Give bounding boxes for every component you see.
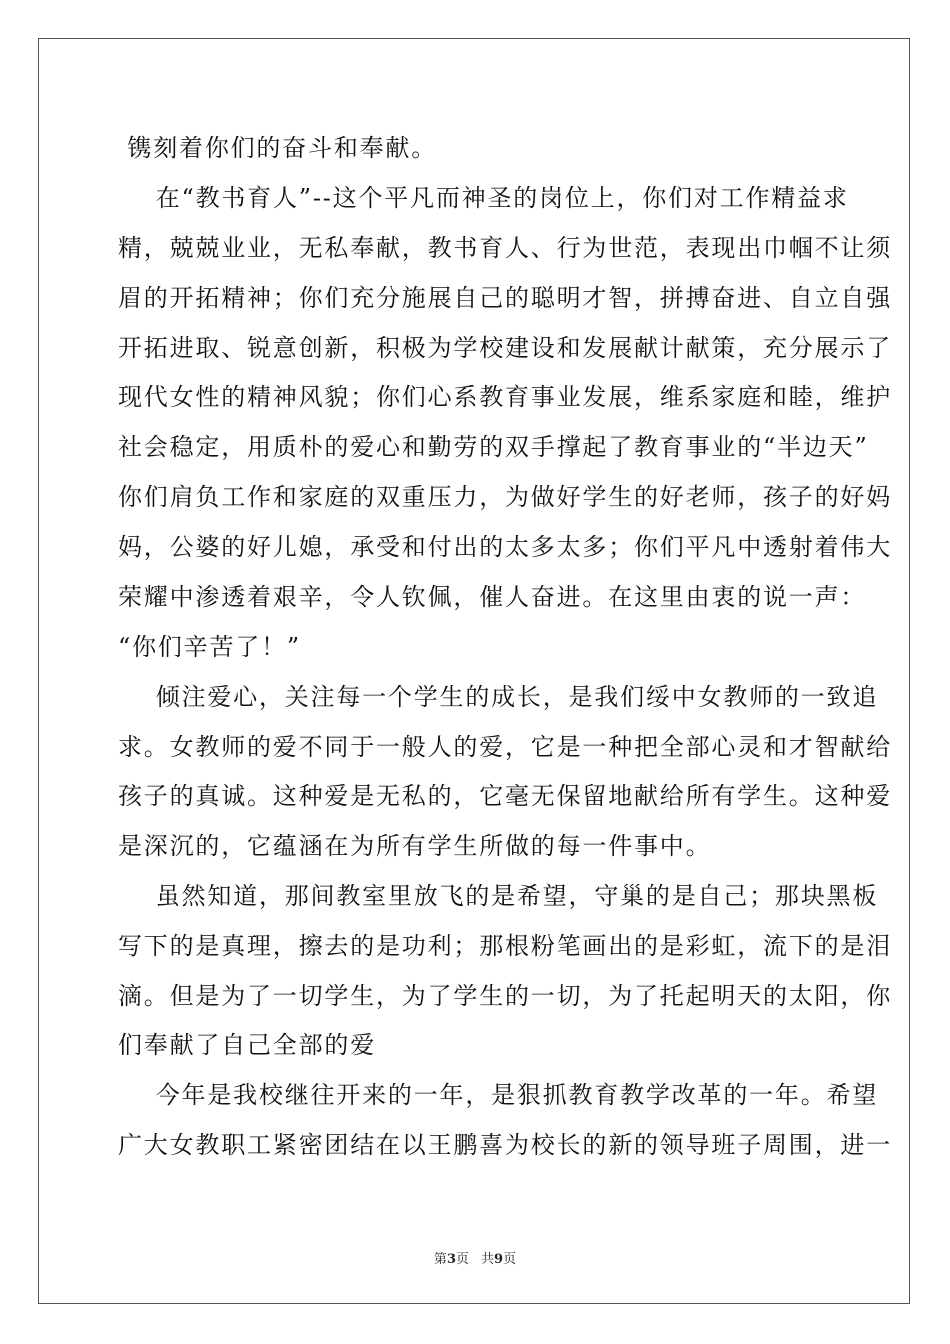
- text-line: 现代女性的精神风貌；你们心系教育事业发展，维系家庭和睦，维护: [118, 383, 892, 411]
- text-line: 孩子的真诚。这种爱是无私的，它毫无保留地献给所有学生。这种爱: [118, 782, 892, 810]
- text-line: 倾注爱心，关注每一个学生的成长，是我们绥中女教师的一致追: [118, 683, 879, 711]
- text-line: “你们辛苦了！”: [118, 633, 301, 661]
- text-line: 滴。但是为了一切学生，为了学生的一切，为了托起明天的太阳，你: [118, 982, 892, 1010]
- text-line: 今年是我校继往开来的一年，是狠抓教育教学改革的一年。希望: [118, 1081, 879, 1109]
- text-line: 们奉献了自己全部的爱: [118, 1031, 376, 1059]
- text-line: 镌刻着你们的奋斗和奉献。: [118, 134, 438, 162]
- total-prefix: 共: [481, 1252, 495, 1267]
- text-line: 在“教书育人”--这个平凡而神圣的岗位上，你们对工作精益求: [118, 184, 849, 212]
- text-line: 荣耀中渗透着艰辛，令人钦佩，催人奋进。在这里由衷的说一声：: [118, 583, 867, 611]
- text-line: 精，兢兢业业，无私奉献，教书育人、行为世范，表现出巾帼不让须: [118, 234, 892, 262]
- text-line: 求。女教师的爱不同于一般人的爱，它是一种把全部心灵和才智献给: [118, 733, 892, 761]
- page-prefix: 第: [433, 1252, 447, 1267]
- text-line: 写下的是真理，擦去的是功利；那根粉笔画出的是彩虹，流下的是泪: [118, 932, 892, 960]
- text-line: 眉的开拓精神；你们充分施展自己的聪明才智，拼搏奋进、自立自强: [118, 284, 892, 312]
- page-current-number: 3: [446, 1252, 456, 1267]
- total-suffix: 页: [503, 1252, 517, 1267]
- page-footer: [0, 1248, 950, 1267]
- text-line: 广大女教职工紧密团结在以王鹏喜为校长的新的领导班子周围，进一: [118, 1131, 892, 1159]
- text-line: 是深沉的，它蕴涵在为所有学生所做的每一件事中。: [118, 832, 712, 860]
- page-suffix: 页: [455, 1252, 469, 1267]
- text-line: 妈，公婆的好儿媳，承受和付出的太多太多；你们平凡中透射着伟大: [118, 533, 892, 561]
- text-line: 你们肩负工作和家庭的双重压力，为做好学生的好老师，孩子的好妈: [118, 483, 892, 511]
- text-line: 虽然知道，那间教室里放飞的是希望，守巢的是自己；那块黑板: [118, 882, 879, 910]
- page-border: [38, 38, 910, 1304]
- page-total-number: 9: [494, 1252, 504, 1267]
- text-line: 社会稳定，用质朴的爱心和勤劳的双手撑起了教育事业的“半边天”: [118, 433, 869, 461]
- text-line: 开拓进取、锐意创新，积极为学校建设和发展献计献策，充分展示了: [118, 334, 892, 362]
